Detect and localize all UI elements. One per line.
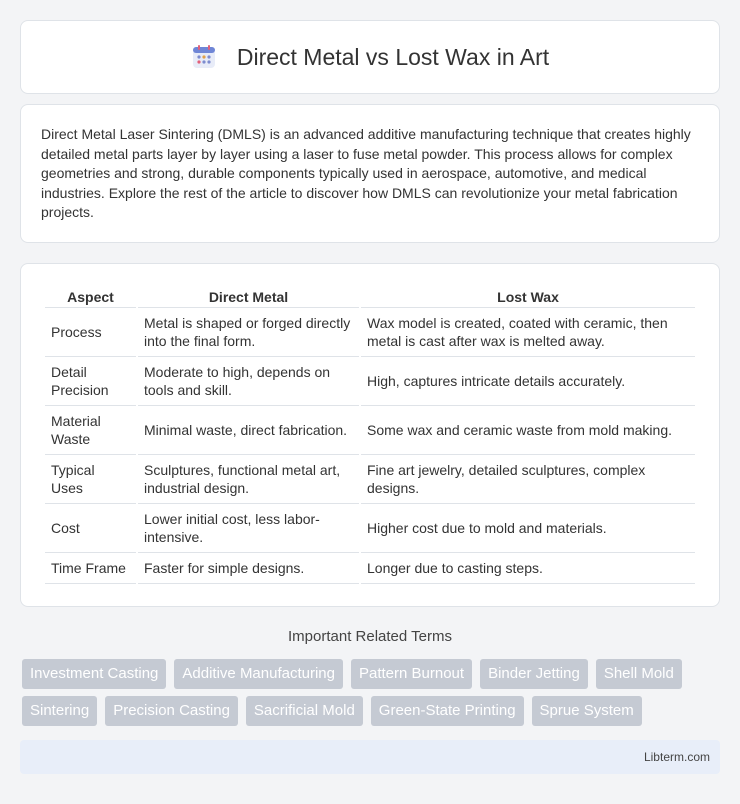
lost-wax-cell: Wax model is created, coated with ceramic, then metal is cast after wax is melted away.	[361, 308, 695, 357]
direct-metal-cell: Minimal waste, direct fabrication.	[138, 406, 359, 455]
lost-wax-cell: Longer due to casting steps.	[361, 553, 695, 584]
lost-wax-cell: Fine art jewelry, detailed sculptures, complex designs.	[361, 455, 695, 504]
aspect-cell: Cost	[45, 504, 136, 553]
tag-green-state-printing[interactable]: Green-State Printing	[371, 696, 524, 726]
aspect-cell: Time Frame	[45, 553, 136, 584]
footer-site-link[interactable]: Libterm.com	[643, 750, 710, 764]
aspect-cell: Process	[45, 308, 136, 357]
tag-sacrificial-mold[interactable]: Sacrificial Mold	[246, 696, 363, 726]
tag-precision-casting[interactable]: Precision Casting	[105, 696, 238, 726]
table-header-row	[45, 284, 695, 308]
direct-metal-cell: Lower initial cost, less labor-intensive.	[138, 504, 359, 553]
tag-investment-casting[interactable]: Investment Casting	[22, 659, 166, 689]
intro-card	[20, 104, 720, 243]
comparison-table	[43, 284, 697, 584]
lost-wax-cell: High, captures intricate details accurately.	[361, 357, 695, 406]
aspect-cell: Material Waste	[45, 406, 136, 455]
header-direct-metal: Direct Metal	[138, 284, 359, 308]
tag-binder-jetting[interactable]: Binder Jetting	[480, 659, 588, 689]
aspect-cell: Typical Uses	[45, 455, 136, 504]
table-row	[45, 504, 695, 553]
direct-metal-cell: Moderate to high, depends on tools and skill.	[138, 357, 359, 406]
tag-shell-mold[interactable]: Shell Mold	[596, 659, 682, 689]
header-lost-wax: Lost Wax	[361, 284, 695, 308]
lost-wax-cell: Higher cost due to mold and materials.	[361, 504, 695, 553]
direct-metal-cell: Metal is shaped or forged directly into the final form.	[138, 308, 359, 357]
intro-paragraph: Direct Metal Laser Sintering (DMLS) is an advanced additive manufacturing technique that creates highly detailed metal parts layer by layer using a laser to fuse metal powder. This process allows for complex geometries and strong, durable components typically used in aerospace, automotive, and medical industries. Explore the rest of the article to discover how DMLS can revolutionize your metal fabrication projects.	[41, 126, 691, 221]
tag-sintering[interactable]: Sintering	[22, 696, 97, 726]
direct-metal-cell: Sculptures, functional metal art, industrial design.	[138, 455, 359, 504]
tag-pattern-burnout[interactable]: Pattern Burnout	[351, 659, 472, 689]
lost-wax-cell: Some wax and ceramic waste from mold making.	[361, 406, 695, 455]
related-terms-title: Important Related Terms	[288, 628, 452, 645]
related-terms-tags	[22, 659, 722, 726]
comparison-table-card	[20, 263, 720, 607]
table-row	[45, 455, 695, 504]
page-title: Direct Metal vs Lost Wax in Art	[236, 43, 550, 70]
title-card	[20, 20, 720, 94]
tag-sprue-system[interactable]: Sprue System	[532, 696, 642, 726]
calendar-grid-icon	[191, 44, 217, 70]
tag-additive-manufacturing[interactable]: Additive Manufacturing	[174, 659, 343, 689]
table-row	[45, 308, 695, 357]
aspect-cell: Detail Precision	[45, 357, 136, 406]
direct-metal-cell: Faster for simple designs.	[138, 553, 359, 584]
table-row	[45, 406, 695, 455]
table-row	[45, 553, 695, 584]
header-aspect: Aspect	[45, 284, 136, 308]
table-row	[45, 357, 695, 406]
footer	[20, 740, 720, 774]
